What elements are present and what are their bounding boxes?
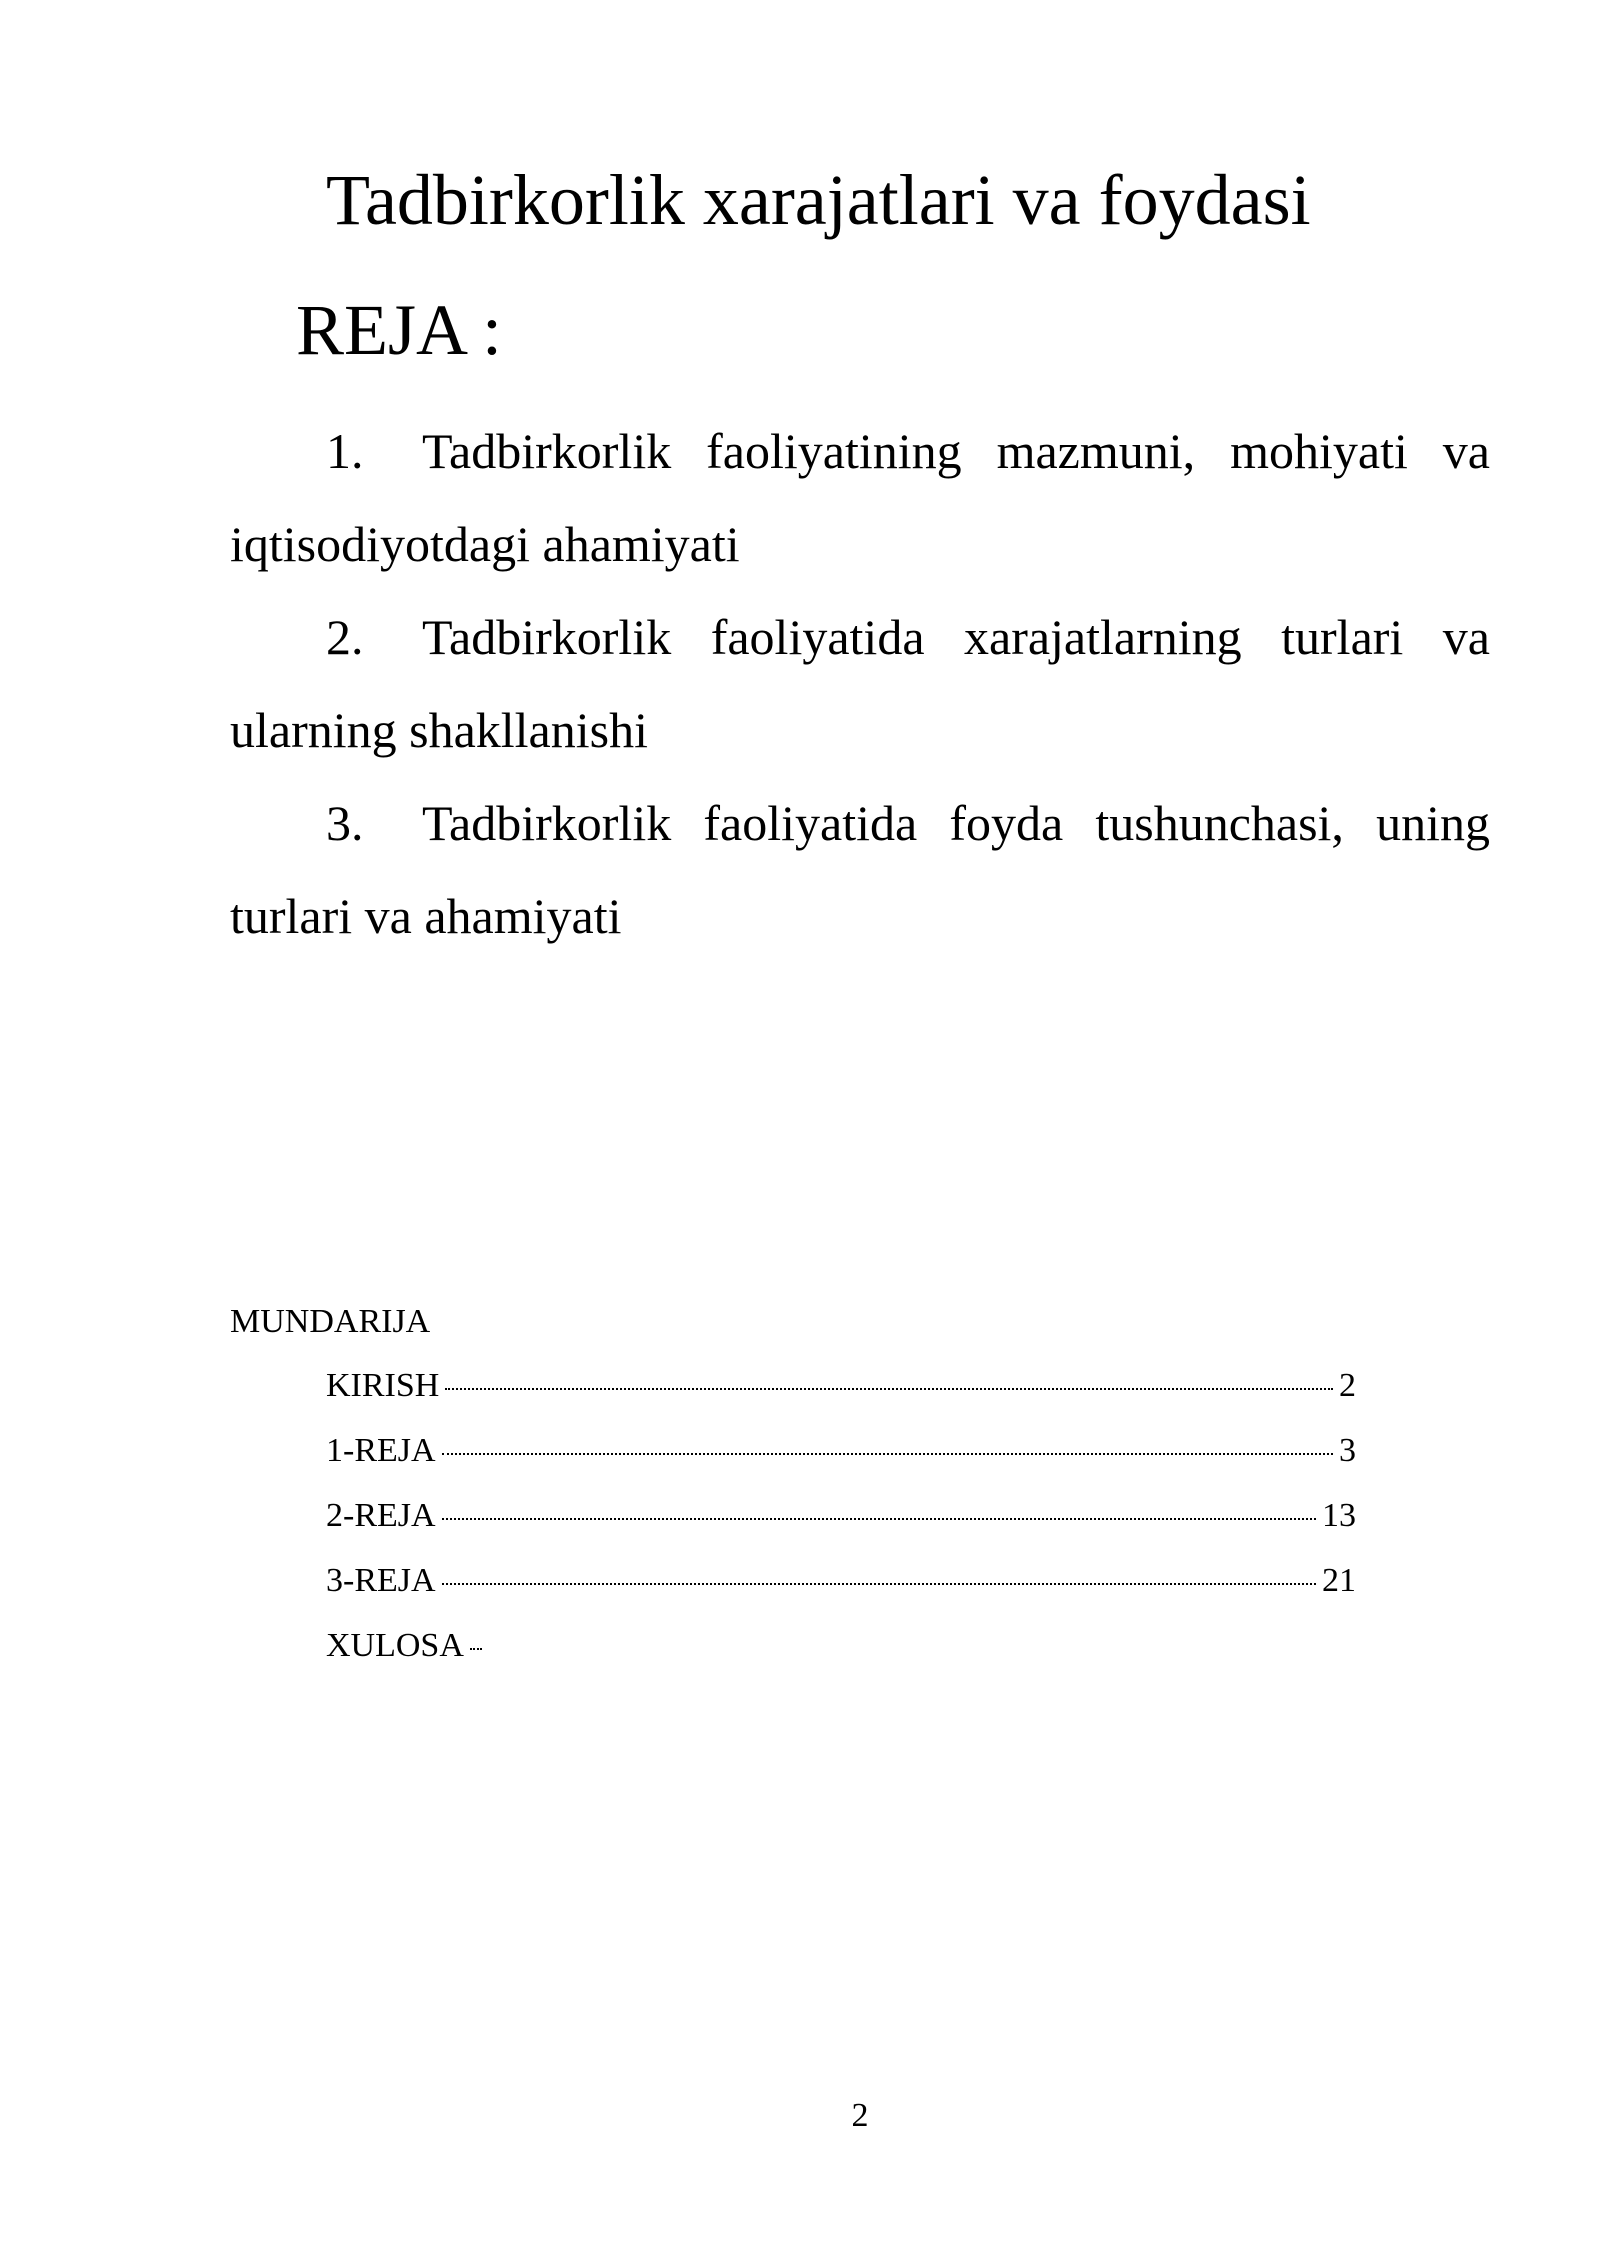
plan-list xyxy=(230,405,1490,963)
toc-entry-page: 21 xyxy=(1322,1562,1356,1599)
toc-dot-leader xyxy=(442,1518,1316,1520)
toc-entry-label: 1-REJA xyxy=(326,1432,436,1469)
toc-entry-page: 3 xyxy=(1339,1432,1356,1469)
plan-item xyxy=(230,777,1490,963)
plan-heading: REJA : xyxy=(296,290,503,370)
toc-entry-label: 2-REJA xyxy=(326,1497,436,1534)
document-title: Tadbirkorlik xarajatlari va foydasi xyxy=(326,160,1311,240)
toc-dot-leader xyxy=(445,1388,1333,1390)
toc-dot-leader xyxy=(470,1648,482,1650)
toc-entry-2-reja[interactable] xyxy=(326,1492,1356,1557)
plan-item-number: 2. xyxy=(326,609,364,665)
page-number: 2 xyxy=(851,2097,869,2134)
toc-entry-label: XULOSA xyxy=(326,1627,464,1664)
toc-entry-label: KIRISH xyxy=(326,1367,440,1404)
plan-item-number: 3. xyxy=(326,795,364,851)
plan-item-text: Tadbirkorlik faoliyatida foyda tushunchasi, uning turlari va ahamiyati xyxy=(230,795,1490,944)
toc-entry-3-reja[interactable] xyxy=(326,1557,1356,1622)
plan-item-text: Tadbirkorlik faoliyatining mazmuni, mohiyati va iqtisodiyotdagi ahamiyati xyxy=(230,423,1490,572)
toc-entry-kirish[interactable] xyxy=(326,1362,1356,1427)
toc-entry-page: 13 xyxy=(1322,1497,1356,1534)
toc-entry-label: 3-REJA xyxy=(326,1562,436,1599)
toc-entry-page: 2 xyxy=(1339,1367,1356,1404)
table-of-contents xyxy=(326,1362,1356,1687)
toc-entry-xulosa[interactable] xyxy=(326,1622,1356,1687)
toc-dot-leader xyxy=(442,1583,1316,1585)
plan-item-text: Tadbirkorlik faoliyatida xarajatlarning turlari va ularning shakllanishi xyxy=(230,609,1490,758)
plan-item-number: 1. xyxy=(326,423,364,479)
plan-item xyxy=(230,405,1490,591)
toc-dot-leader xyxy=(442,1453,1333,1455)
toc-heading: MUNDARIJA xyxy=(230,1303,431,1340)
plan-item xyxy=(230,591,1490,777)
toc-entry-1-reja[interactable] xyxy=(326,1427,1356,1492)
